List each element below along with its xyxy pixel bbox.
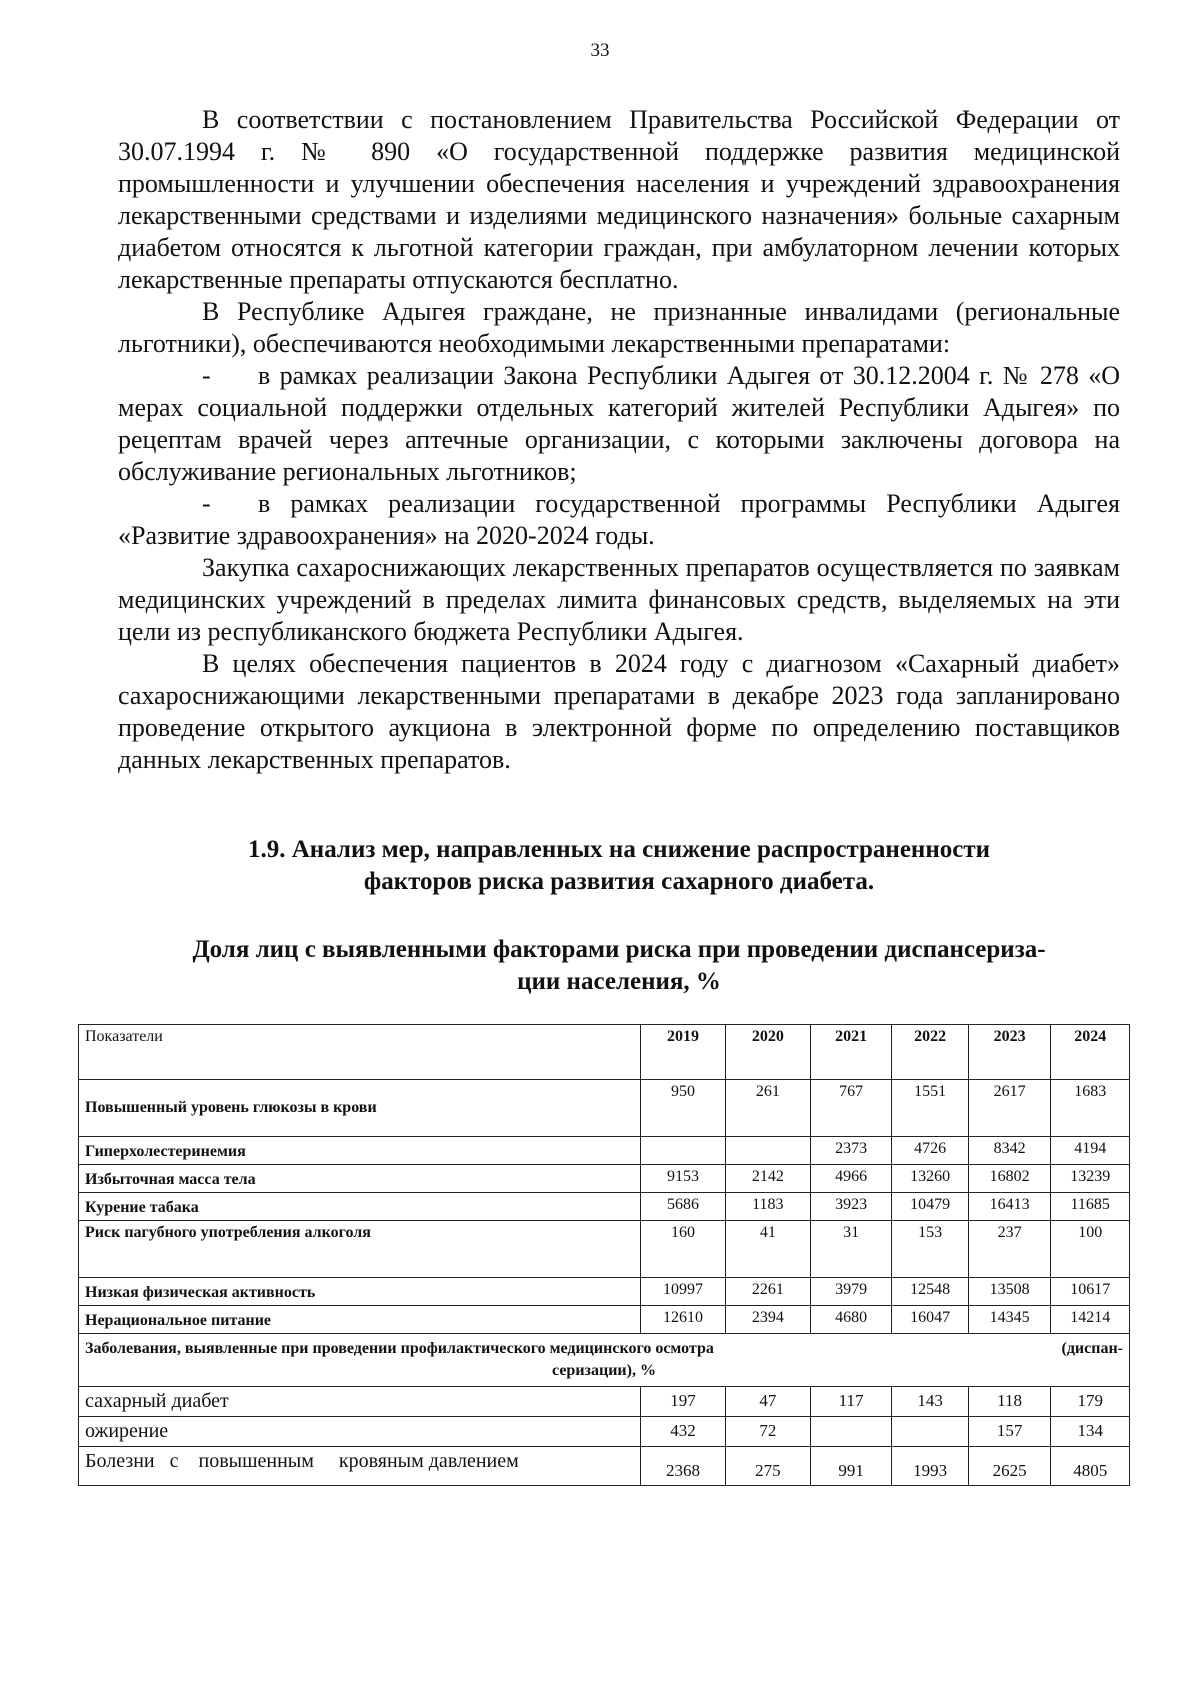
table-cell: 16413 [968,1193,1051,1221]
table-cell: 1993 [892,1447,968,1486]
table-cell: 9153 [641,1165,726,1193]
table-cell: 3923 [810,1193,892,1221]
section-heading-line: 1.9. Анализ мер, направленных на снижение распространенности [247,836,991,863]
row-label: Повышенный уровень глюкозы в крови [79,1080,641,1137]
table-cell: 2625 [968,1447,1051,1486]
table-cell: 10997 [641,1278,726,1306]
table-cell: 1183 [725,1193,810,1221]
table-cell: 160 [641,1221,726,1278]
table-cell: 179 [1051,1387,1130,1417]
subheader-text: Заболевания, выявленные при проведении профилактического медицинского осмотра [85,1340,714,1357]
row-label: Избыточная масса тела [79,1165,641,1193]
paragraph-procurement: Закупка сахароснижающих лекарственных препаратов осуществляется по заявкам медицинских учреждений в пределах лимита финансовых средств, выделяемых на эти цели из республиканского бюджета Республики Адыгея. [118,553,1120,646]
table-cell: 117 [810,1387,892,1417]
table-cell: 4194 [1051,1137,1130,1165]
table-cell: 237 [968,1221,1051,1278]
bullet-text: в рамках реализации Закона Республики Адыгея от 30.12.2004 г. № 278 «О мерах социальной поддержки отдельных категорий жителей Республики Адыгея» по рецептам врачей через аптечные организации, с которыми заключены договора на обслуживание региональных льготников; [118,361,1120,486]
table-cell: 4805 [1051,1447,1130,1486]
table-row [79,1417,1130,1447]
table-row [79,1447,1130,1486]
row-label: Курение табака [79,1193,641,1221]
table-row [79,1165,1130,1193]
table-cell: 2142 [725,1165,810,1193]
table-cell: 432 [641,1417,726,1447]
table-cell: 12548 [892,1278,968,1306]
risk-factors-table [78,1024,1130,1486]
page-number: 33 [590,40,610,61]
table-cell: 41 [725,1221,810,1278]
table-cell: 261 [725,1080,810,1137]
row-label: ожирение [79,1417,641,1447]
table-row [79,1306,1130,1334]
table-cell: 118 [968,1387,1051,1417]
table-cell: 2394 [725,1306,810,1334]
table-row [79,1137,1130,1165]
row-label: сахарный диабет [79,1387,641,1417]
table-cell [725,1137,810,1165]
paragraph-regional-beneficiaries: В Республике Адыгея граждане, не признанные инвалидами (региональные льготники), обеспечиваются необходимыми лекарственными препаратами: [118,297,1120,358]
table-cell: 13508 [968,1278,1051,1306]
table-cell: 4680 [810,1306,892,1334]
table-cell: 197 [641,1387,726,1417]
table-cell: 153 [892,1221,968,1278]
table-cell: 3979 [810,1278,892,1306]
section-heading-line: факторов риска развития сахарного диабета. [363,868,875,895]
table-cell: 16802 [968,1165,1051,1193]
bullet-text: в рамках реализации государственной программы Республики Адыгея «Развитие здравоохранения» на 2020-2024 годы. [118,489,1120,550]
table-row [79,1387,1130,1417]
table-cell: 767 [810,1080,892,1137]
table-cell: 5686 [641,1193,726,1221]
table-cell: 13260 [892,1165,968,1193]
table-cell [641,1137,726,1165]
table-subheader-row [79,1334,1130,1387]
table-cell: 72 [725,1417,810,1447]
table-cell: 12610 [641,1306,726,1334]
table-cell: 31 [810,1221,892,1278]
header-cell: 2021 [810,1025,892,1080]
header-cell: 2024 [1051,1025,1130,1080]
table-cell: 13239 [1051,1165,1130,1193]
bullet-item-program [118,488,1120,552]
header-cell: Показатели [79,1025,641,1080]
paragraph-auction: В целях обеспечения пациентов в 2024 году с диагнозом «Сахарный диабет» сахароснижающими лекарственными препаратами в декабре 2023 года запланировано проведение открытого аукциона в электронной форме по определению поставщиков данных лекарственных препаратов. [118,649,1120,774]
row-label: Риск пагубного употребления алкоголя [79,1221,641,1278]
table-cell: 2373 [810,1137,892,1165]
table-cell [810,1417,892,1447]
table-cell: 275 [725,1447,810,1486]
subheader-cell [79,1334,1130,1387]
table-cell: 157 [968,1417,1051,1447]
table-cell: 134 [1051,1417,1130,1447]
table-cell: 2261 [725,1278,810,1306]
table-cell: 16047 [892,1306,968,1334]
header-cell: 2020 [725,1025,810,1080]
table-cell: 47 [725,1387,810,1417]
table-row [79,1080,1130,1137]
bullet-item-law [118,360,1120,488]
table-cell: 14214 [1051,1306,1130,1334]
table-row [79,1278,1130,1306]
header-cell: 2019 [641,1025,726,1080]
row-label: Нерациональное питание [79,1306,641,1334]
table-cell: 8342 [968,1137,1051,1165]
table-cell: 143 [892,1387,968,1417]
table-cell: 11685 [1051,1193,1130,1221]
bullet-marker: - [202,361,211,390]
row-label: Низкая физическая активность [79,1278,641,1306]
table-row [79,1193,1130,1221]
table-title-line: Доля лиц с выявленными факторами риска при проведении диспансериза- [192,936,1046,963]
subheader-text-right: (диспан- [1061,1340,1123,1357]
table-cell: 1683 [1051,1080,1130,1137]
bullet-marker: - [202,489,211,518]
table-cell: 950 [641,1080,726,1137]
table-cell: 4726 [892,1137,968,1165]
table-title-line: ции населения, % [517,968,721,995]
table-cell [892,1417,968,1447]
paragraph-decree: В соответствии с постановлением Правительства Российской Федерации от 30.07.1994 г. № 890 «О государственной поддержке развития медицинской промышленности и улучшении обеспечения населения и учреждений здравоохранения лекарственными средствами и изделиями медицинского назначения» больные сахарным диабетом относятся к льготной категории граждан, при амбулаторном лечении которых лекарственные препараты отпускаются бесплатно. [118,105,1120,294]
table-cell: 991 [810,1447,892,1486]
table-cell: 4966 [810,1165,892,1193]
body-text [118,104,1120,776]
header-cell: 2023 [968,1025,1051,1080]
table-cell: 14345 [968,1306,1051,1334]
table-header-row [79,1025,1130,1080]
table-cell: 10617 [1051,1278,1130,1306]
table-cell: 10479 [892,1193,968,1221]
table-row [79,1221,1130,1278]
table-title [118,934,1120,998]
row-label: Гиперхолестеринемия [79,1137,641,1165]
table-cell: 2368 [641,1447,726,1486]
header-cell: 2022 [892,1025,968,1080]
row-label: Болезни с повышенным кровяным давлением [79,1447,641,1486]
subheader-text-line2: серизации), % [552,1362,656,1379]
section-heading [118,834,1120,898]
subheader-line [85,1338,1123,1360]
table-cell: 1551 [892,1080,968,1137]
table-cell: 2617 [968,1080,1051,1137]
table-cell: 100 [1051,1221,1130,1278]
